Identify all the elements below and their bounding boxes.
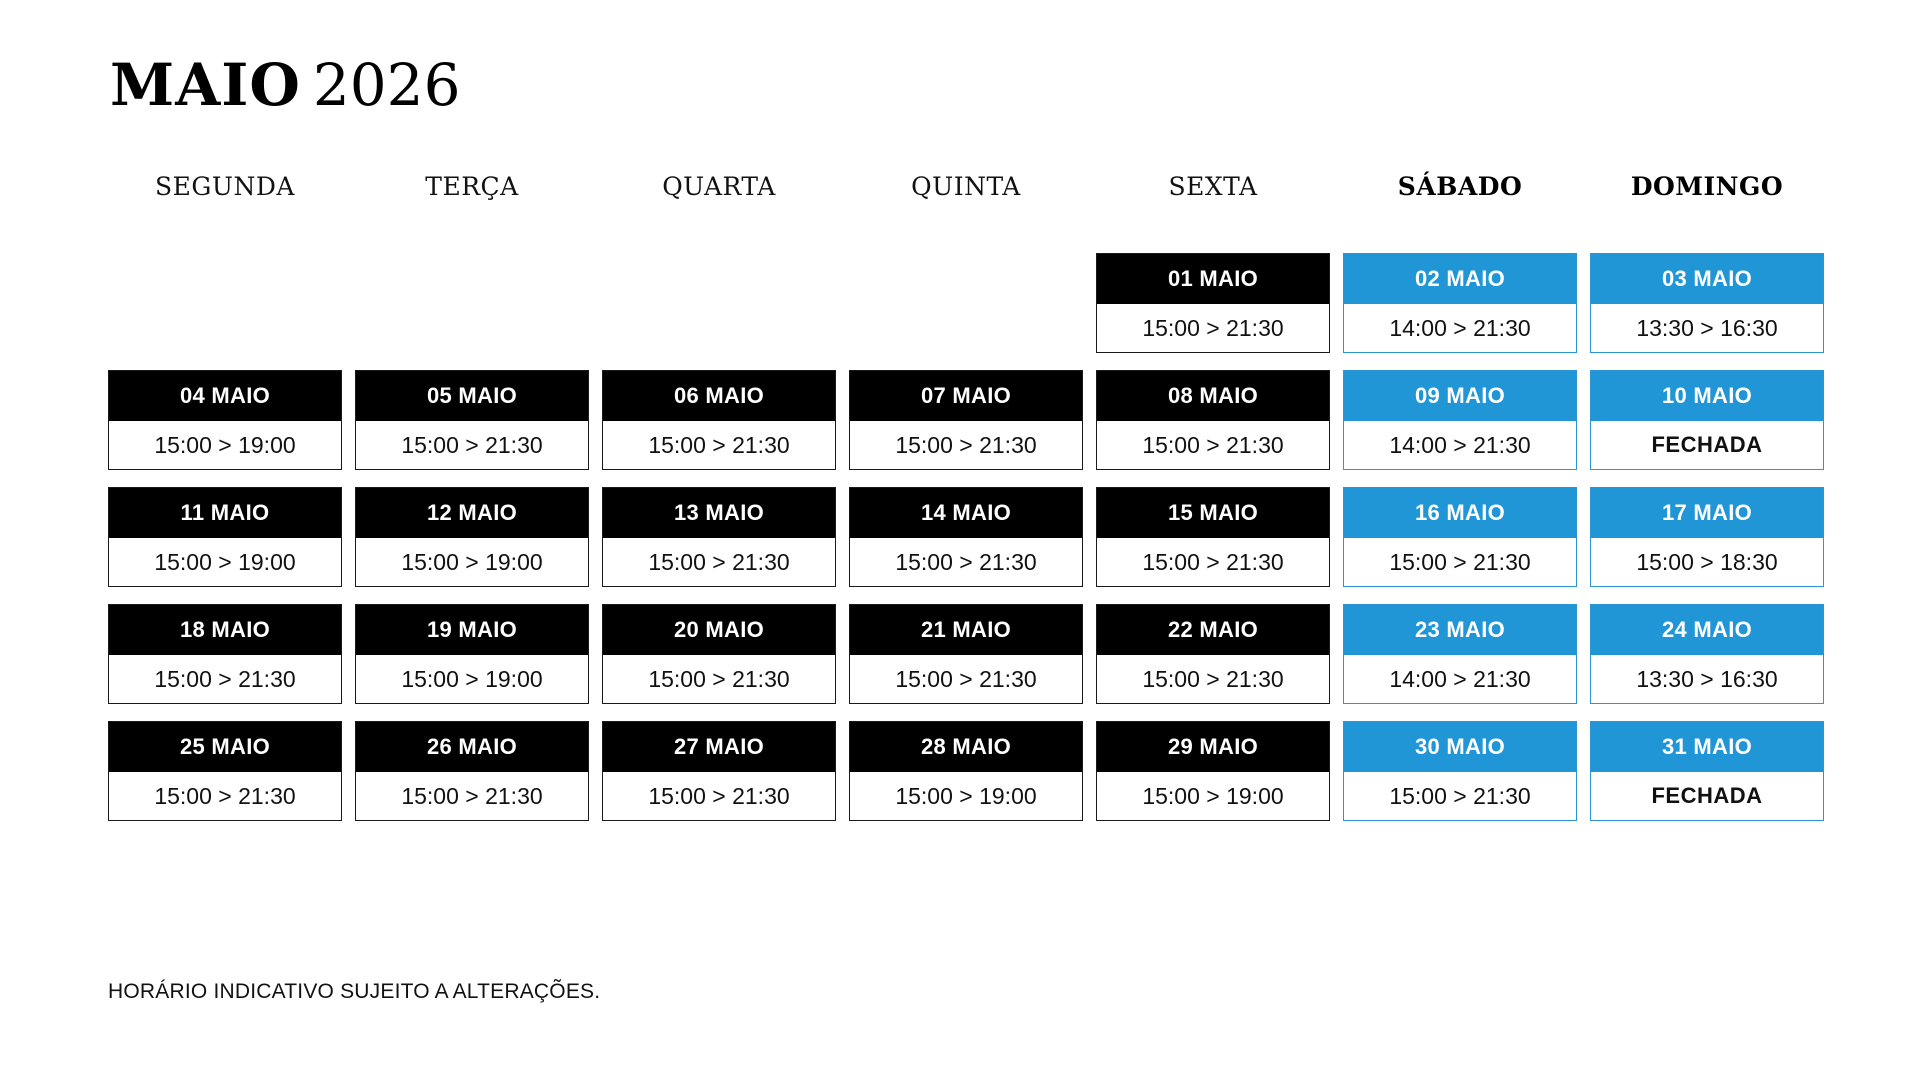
- day-date-label: 12 MAIO: [356, 488, 588, 538]
- day-card: [355, 370, 589, 470]
- day-date-label: 23 MAIO: [1344, 605, 1576, 655]
- day-card: [1343, 721, 1577, 821]
- day-card: [1096, 721, 1330, 821]
- day-opening-hours: 15:00 > 19:00: [401, 548, 543, 575]
- day-opening-hours: 13:30 > 16:30: [1636, 665, 1778, 692]
- day-opening-hours: 15:00 > 21:30: [1142, 431, 1284, 458]
- day-date-label: 14 MAIO: [850, 488, 1082, 538]
- day-date-label: 03 MAIO: [1591, 254, 1823, 304]
- day-date-label: 02 MAIO: [1344, 254, 1576, 304]
- day-card: [1096, 370, 1330, 470]
- day-card: [1343, 487, 1577, 587]
- day-date-label: 25 MAIO: [109, 722, 341, 772]
- empty-cell: [108, 253, 342, 353]
- day-date-label: 10 MAIO: [1591, 371, 1823, 421]
- day-date-label: 19 MAIO: [356, 605, 588, 655]
- day-date-label: 27 MAIO: [603, 722, 835, 772]
- day-card: [1590, 253, 1824, 353]
- day-card: [355, 721, 589, 821]
- empty-cell: [355, 253, 589, 353]
- day-date-label: 08 MAIO: [1097, 371, 1329, 421]
- day-opening-hours: 15:00 > 19:00: [154, 548, 296, 575]
- day-opening-hours: 15:00 > 19:00: [401, 665, 543, 692]
- day-date-label: 04 MAIO: [109, 371, 341, 421]
- day-date-label: 01 MAIO: [1097, 254, 1329, 304]
- calendar-grid: [108, 253, 1824, 821]
- day-card: [849, 370, 1083, 470]
- day-date-label: 05 MAIO: [356, 371, 588, 421]
- day-card: [108, 721, 342, 821]
- weekday-friday: SEXTA: [1168, 172, 1258, 201]
- weekday-thursday: QUINTA: [911, 172, 1021, 201]
- weekday-sunday: DOMINGO: [1630, 172, 1784, 201]
- weekday-wednesday: QUARTA: [662, 172, 776, 201]
- day-date-label: 09 MAIO: [1344, 371, 1576, 421]
- day-card: [355, 604, 589, 704]
- day-card: [602, 370, 836, 470]
- day-opening-hours: 15:00 > 21:30: [154, 782, 296, 809]
- day-opening-hours: 15:00 > 21:30: [1142, 314, 1284, 341]
- day-date-label: 17 MAIO: [1591, 488, 1823, 538]
- day-card: [1343, 604, 1577, 704]
- day-card: [108, 370, 342, 470]
- day-card: [1096, 253, 1330, 353]
- day-card: [1096, 487, 1330, 587]
- day-opening-hours: 15:00 > 21:30: [1142, 548, 1284, 575]
- day-card: [602, 721, 836, 821]
- day-card: [849, 487, 1083, 587]
- day-date-label: 11 MAIO: [109, 488, 341, 538]
- weekday-tuesday: TERÇA: [425, 172, 519, 201]
- day-opening-hours: 15:00 > 21:30: [895, 431, 1037, 458]
- day-date-label: 06 MAIO: [603, 371, 835, 421]
- day-opening-hours: 15:00 > 21:30: [1142, 665, 1284, 692]
- day-closed-label: FECHADA: [1651, 432, 1763, 457]
- day-opening-hours: 14:00 > 21:30: [1389, 314, 1531, 341]
- day-date-label: 31 MAIO: [1591, 722, 1823, 772]
- day-opening-hours: 15:00 > 21:30: [154, 665, 296, 692]
- day-date-label: 30 MAIO: [1344, 722, 1576, 772]
- page-title: [110, 50, 460, 120]
- disclaimer-note: HORÁRIO INDICATIVO SUJEITO A ALTERAÇÕES.: [108, 980, 601, 1003]
- day-date-label: 18 MAIO: [109, 605, 341, 655]
- day-opening-hours: 15:00 > 21:30: [895, 665, 1037, 692]
- day-opening-hours: 15:00 > 21:30: [401, 431, 543, 458]
- title-year: 2026: [312, 51, 461, 119]
- title-month: MAIO: [110, 51, 301, 119]
- day-date-label: 24 MAIO: [1591, 605, 1823, 655]
- day-date-label: 21 MAIO: [850, 605, 1082, 655]
- day-opening-hours: 15:00 > 21:30: [648, 665, 790, 692]
- day-closed-label: FECHADA: [1651, 783, 1763, 808]
- day-card: [849, 721, 1083, 821]
- day-card: [108, 487, 342, 587]
- day-card: [849, 604, 1083, 704]
- empty-cell: [849, 253, 1083, 353]
- day-date-label: 20 MAIO: [603, 605, 835, 655]
- day-opening-hours: 15:00 > 21:30: [648, 548, 790, 575]
- day-card: [1590, 487, 1824, 587]
- day-opening-hours: 15:00 > 19:00: [895, 782, 1037, 809]
- day-opening-hours: 15:00 > 21:30: [1389, 548, 1531, 575]
- day-card: [1343, 370, 1577, 470]
- day-opening-hours: 15:00 > 19:00: [154, 431, 296, 458]
- day-opening-hours: 15:00 > 21:30: [648, 431, 790, 458]
- day-opening-hours: 15:00 > 21:30: [648, 782, 790, 809]
- day-date-label: 26 MAIO: [356, 722, 588, 772]
- day-card: [1590, 370, 1824, 470]
- day-date-label: 13 MAIO: [603, 488, 835, 538]
- day-date-label: 28 MAIO: [850, 722, 1082, 772]
- day-date-label: 22 MAIO: [1097, 605, 1329, 655]
- day-opening-hours: 15:00 > 21:30: [401, 782, 543, 809]
- day-card: [602, 604, 836, 704]
- weekday-saturday: SÁBADO: [1397, 172, 1523, 201]
- day-card: [1343, 253, 1577, 353]
- day-opening-hours: 13:30 > 16:30: [1636, 314, 1778, 341]
- day-date-label: 16 MAIO: [1344, 488, 1576, 538]
- day-opening-hours: 15:00 > 18:30: [1636, 548, 1778, 575]
- day-opening-hours: 15:00 > 19:00: [1142, 782, 1284, 809]
- day-opening-hours: 15:00 > 21:30: [1389, 782, 1531, 809]
- day-card: [355, 487, 589, 587]
- day-date-label: 15 MAIO: [1097, 488, 1329, 538]
- day-opening-hours: 15:00 > 21:30: [895, 548, 1037, 575]
- empty-cell: [602, 253, 836, 353]
- weekday-monday: SEGUNDA: [155, 172, 295, 201]
- day-date-label: 29 MAIO: [1097, 722, 1329, 772]
- day-card: [108, 604, 342, 704]
- day-card: [1096, 604, 1330, 704]
- day-opening-hours: 14:00 > 21:30: [1389, 431, 1531, 458]
- day-card: [1590, 721, 1824, 821]
- day-card: [1590, 604, 1824, 704]
- day-date-label: 07 MAIO: [850, 371, 1082, 421]
- weekday-header-row: [108, 170, 1824, 204]
- day-card: [602, 487, 836, 587]
- day-opening-hours: 14:00 > 21:30: [1389, 665, 1531, 692]
